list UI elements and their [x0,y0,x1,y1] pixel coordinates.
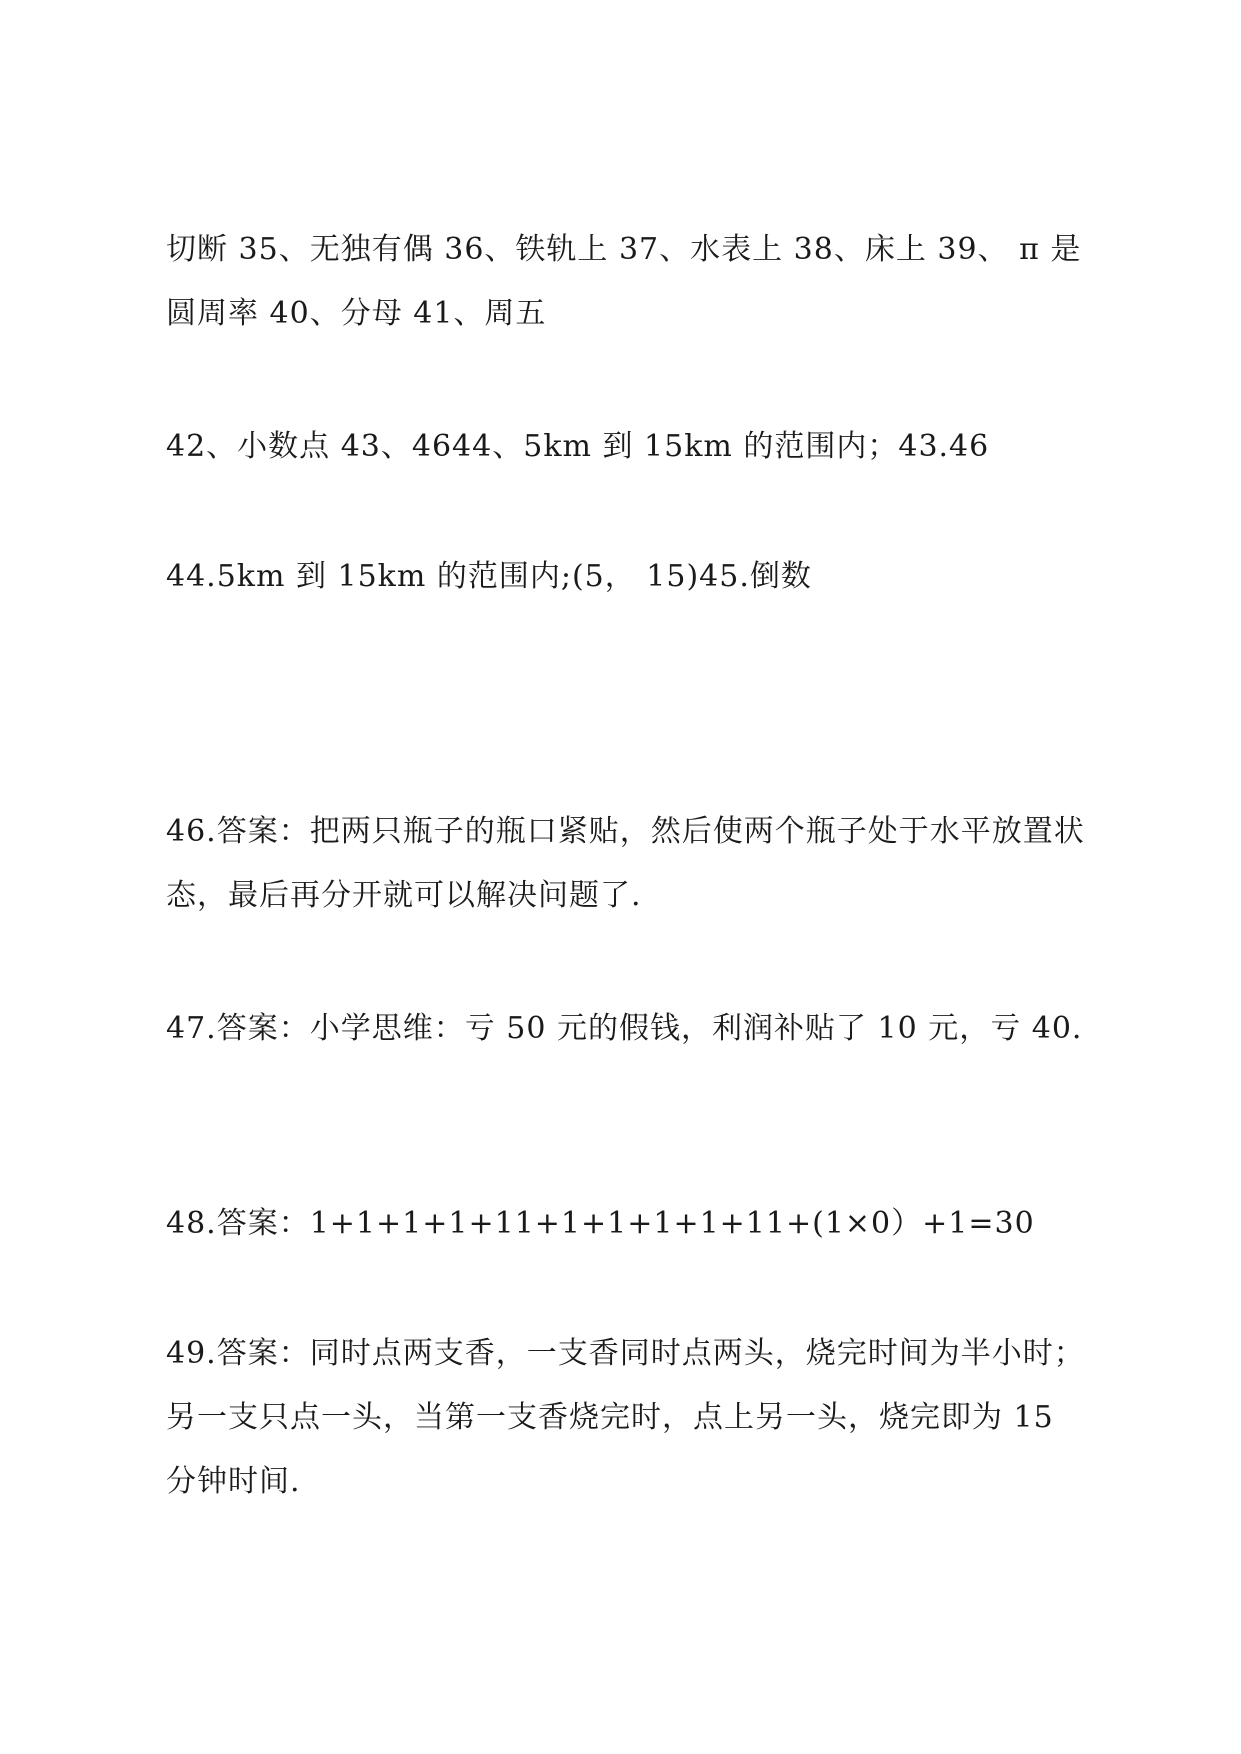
answer-paragraph-47: 47.答案：小学思维：亏 50 元的假钱，利润补贴了 10 元，亏 40. [166,1011,1083,1046]
answer-paragraph-44-45: 44.5km 到 15km 的范围内;(5， 15)45.倒数 [166,559,812,594]
answer-paragraph-35-41: 切断 35、无独有偶 36、铁轨上 37、水表上 38、床上 39、 π 是圆周率 40、分母 41、周五 [166,232,1082,331]
answer-paragraph-48: 48.答案：1+1+1+1+11+1+1+1+1+11+(1×0）+1=30 [166,1206,1035,1241]
answer-paragraph-46: 46.答案：把两只瓶子的瓶口紧贴，然后使两个瓶子处于水平放置状态，最后再分开就可以解决问题了. [166,814,1085,913]
answer-paragraph-49: 49.答案：同时点两支香，一支香同时点两头，烧完时间为半小时；另一支只点一头，当第一支香烧完时，点上另一头，烧完即为 15 分钟时间. [166,1336,1085,1499]
answer-paragraph-42-43: 42、小数点 43、4644、5km 到 15km 的范围内；43.46 [166,429,990,464]
